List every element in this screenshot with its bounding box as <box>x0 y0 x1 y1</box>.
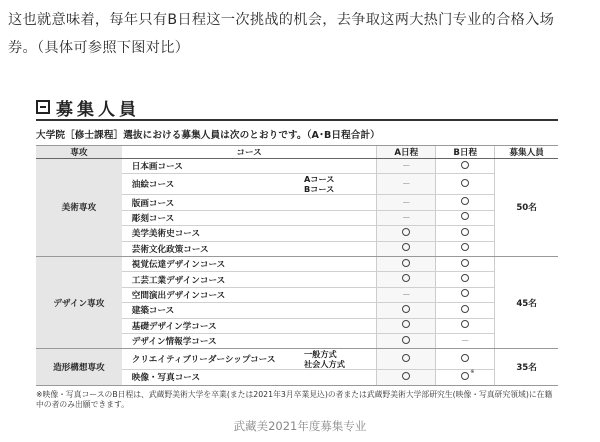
circle-mark <box>461 259 469 267</box>
dash-mark: － <box>401 290 411 301</box>
b-schedule-cell <box>436 195 495 210</box>
section-title-text: 募集人員 <box>56 99 140 120</box>
a-schedule-cell <box>377 174 436 195</box>
b-schedule-cell <box>436 272 495 287</box>
footnote: ※映像・写真コースのB日程は、武蔵野美術大学を卒業(または2021年3月卒業見込)の者または武蔵野美術大学部研究生(映像・写真研究領域)に在籍中の者のみ出願できます。 <box>36 389 553 409</box>
circle-mark <box>461 274 469 282</box>
b-schedule-cell <box>436 256 495 271</box>
circle-mark <box>461 161 469 169</box>
course-cell: 日本画コース <box>122 159 304 174</box>
a-schedule-cell <box>377 318 436 333</box>
circle-mark <box>461 320 469 328</box>
dash-mark: － <box>401 162 411 173</box>
dash-mark: － <box>401 198 411 209</box>
circle-mark <box>402 243 410 251</box>
capacity-cell: 50名 <box>495 159 558 257</box>
a-schedule-cell <box>377 159 436 174</box>
circle-mark <box>461 354 469 362</box>
b-schedule-cell <box>436 226 495 241</box>
intro-paragraph <box>8 6 598 62</box>
dash-mark: － <box>401 180 411 191</box>
a-schedule-cell <box>377 287 436 302</box>
a-schedule-cell <box>377 333 436 348</box>
table-body <box>36 159 558 386</box>
image-caption: 武藏美2021年度募集专业 <box>233 419 367 433</box>
circle-mark <box>402 320 410 328</box>
course-cell: 空間演出デザインコース <box>122 287 304 302</box>
b-schedule-cell <box>436 370 495 385</box>
table-row <box>36 256 558 271</box>
sub-option-line: Bコース <box>303 184 335 195</box>
a-schedule-cell <box>377 210 436 225</box>
sub-option-cell <box>304 256 377 271</box>
a-schedule-cell <box>377 303 436 318</box>
sub-option-cell <box>304 159 377 174</box>
course-cell: デザイン情報学コース <box>122 333 304 348</box>
circle-mark <box>461 305 469 313</box>
sub-option-cell <box>304 195 377 210</box>
circle-mark <box>461 243 469 251</box>
sub-option-cell <box>304 272 377 287</box>
b-schedule-cell <box>436 349 495 370</box>
sub-option-cell <box>304 241 377 256</box>
intro-line-2: 券。（具体可参照下图对比） <box>8 40 190 56</box>
circle-mark-with-note: ※ <box>461 372 469 383</box>
course-cell: 基礎デザイン学コース <box>122 318 304 333</box>
course-cell: 彫刻コース <box>122 210 304 225</box>
circle-mark <box>402 336 410 344</box>
course-cell: 芸術文化政策コース <box>122 241 304 256</box>
sub-option-cell <box>304 318 377 333</box>
circle-mark <box>402 274 410 282</box>
circle-mark <box>402 305 410 313</box>
a-schedule-cell <box>377 241 436 256</box>
course-cell: 建築コース <box>122 303 304 318</box>
sub-option-cell <box>304 174 377 195</box>
dash-mark: － <box>401 213 411 224</box>
circle-mark <box>402 372 410 380</box>
course-cell: 工芸工業デザインコース <box>122 272 304 287</box>
header-b-schedule: B日程 <box>436 146 495 159</box>
circle-mark <box>461 197 469 205</box>
a-schedule-cell <box>377 256 436 271</box>
circle-mark <box>402 259 410 267</box>
sub-option-cell <box>304 370 377 385</box>
b-schedule-cell <box>436 174 495 195</box>
table-row <box>36 159 558 174</box>
sub-option-cell <box>304 287 377 302</box>
sub-option-cell <box>304 210 377 225</box>
intro-line-1: 这也就意味着，每年只有B日程这一次挑战的机会，去争取这两大热门专业的合格入场 <box>8 12 555 28</box>
dash-mark: － <box>460 337 470 348</box>
sub-option-cell <box>304 349 377 370</box>
sub-option-cell <box>304 333 377 348</box>
recruitment-figure <box>36 96 558 410</box>
a-schedule-cell <box>377 226 436 241</box>
circle-mark <box>402 228 410 236</box>
circle-mark <box>461 212 469 220</box>
sub-option-cell <box>304 226 377 241</box>
circle-mark <box>461 289 469 297</box>
header-course: コース <box>122 146 377 159</box>
table-header-row <box>36 146 558 159</box>
b-schedule-cell <box>436 287 495 302</box>
table-row <box>36 349 558 370</box>
a-schedule-cell <box>377 272 436 287</box>
course-cell: クリエイティブリーダーシップコース <box>122 349 304 370</box>
b-schedule-cell <box>436 159 495 174</box>
b-schedule-cell <box>436 241 495 256</box>
circle-mark <box>461 179 469 187</box>
circle-mark <box>461 228 469 236</box>
course-cell: 視覚伝達デザインコース <box>122 256 304 271</box>
major-cell: 美術専攻 <box>36 159 122 257</box>
circle-mark <box>402 354 410 362</box>
a-schedule-cell <box>377 349 436 370</box>
b-schedule-cell <box>436 318 495 333</box>
course-cell: 映像・写真コース <box>122 370 304 385</box>
a-schedule-cell <box>377 195 436 210</box>
header-capacity: 募集人員 <box>495 146 558 159</box>
b-schedule-cell <box>436 303 495 318</box>
section-box-icon <box>36 100 50 114</box>
header-a-schedule: A日程 <box>377 146 436 159</box>
b-schedule-cell <box>436 333 495 348</box>
capacity-cell: 35名 <box>495 349 558 385</box>
capacity-cell: 45名 <box>495 256 558 348</box>
course-cell: 美学美術史コース <box>122 226 304 241</box>
course-cell: 油絵コース <box>122 174 304 195</box>
b-schedule-cell <box>436 210 495 225</box>
sub-option-line: Aコース <box>303 174 335 185</box>
recruitment-table <box>36 145 558 386</box>
header-major: 専攻 <box>36 146 122 159</box>
a-schedule-cell <box>377 370 436 385</box>
sub-option-cell <box>304 303 377 318</box>
course-cell: 版画コース <box>122 195 304 210</box>
table-caption: 大学院［修士課程］選抜における募集人員は次のとおりです。（A･B日程合計） <box>36 130 380 141</box>
major-cell: 造形構想専攻 <box>36 349 122 385</box>
section-title <box>36 96 558 118</box>
sub-option-line: 社会人方式 <box>303 359 345 370</box>
major-cell: デザイン専攻 <box>36 256 122 348</box>
sub-option-line: 一般方式 <box>303 349 337 360</box>
